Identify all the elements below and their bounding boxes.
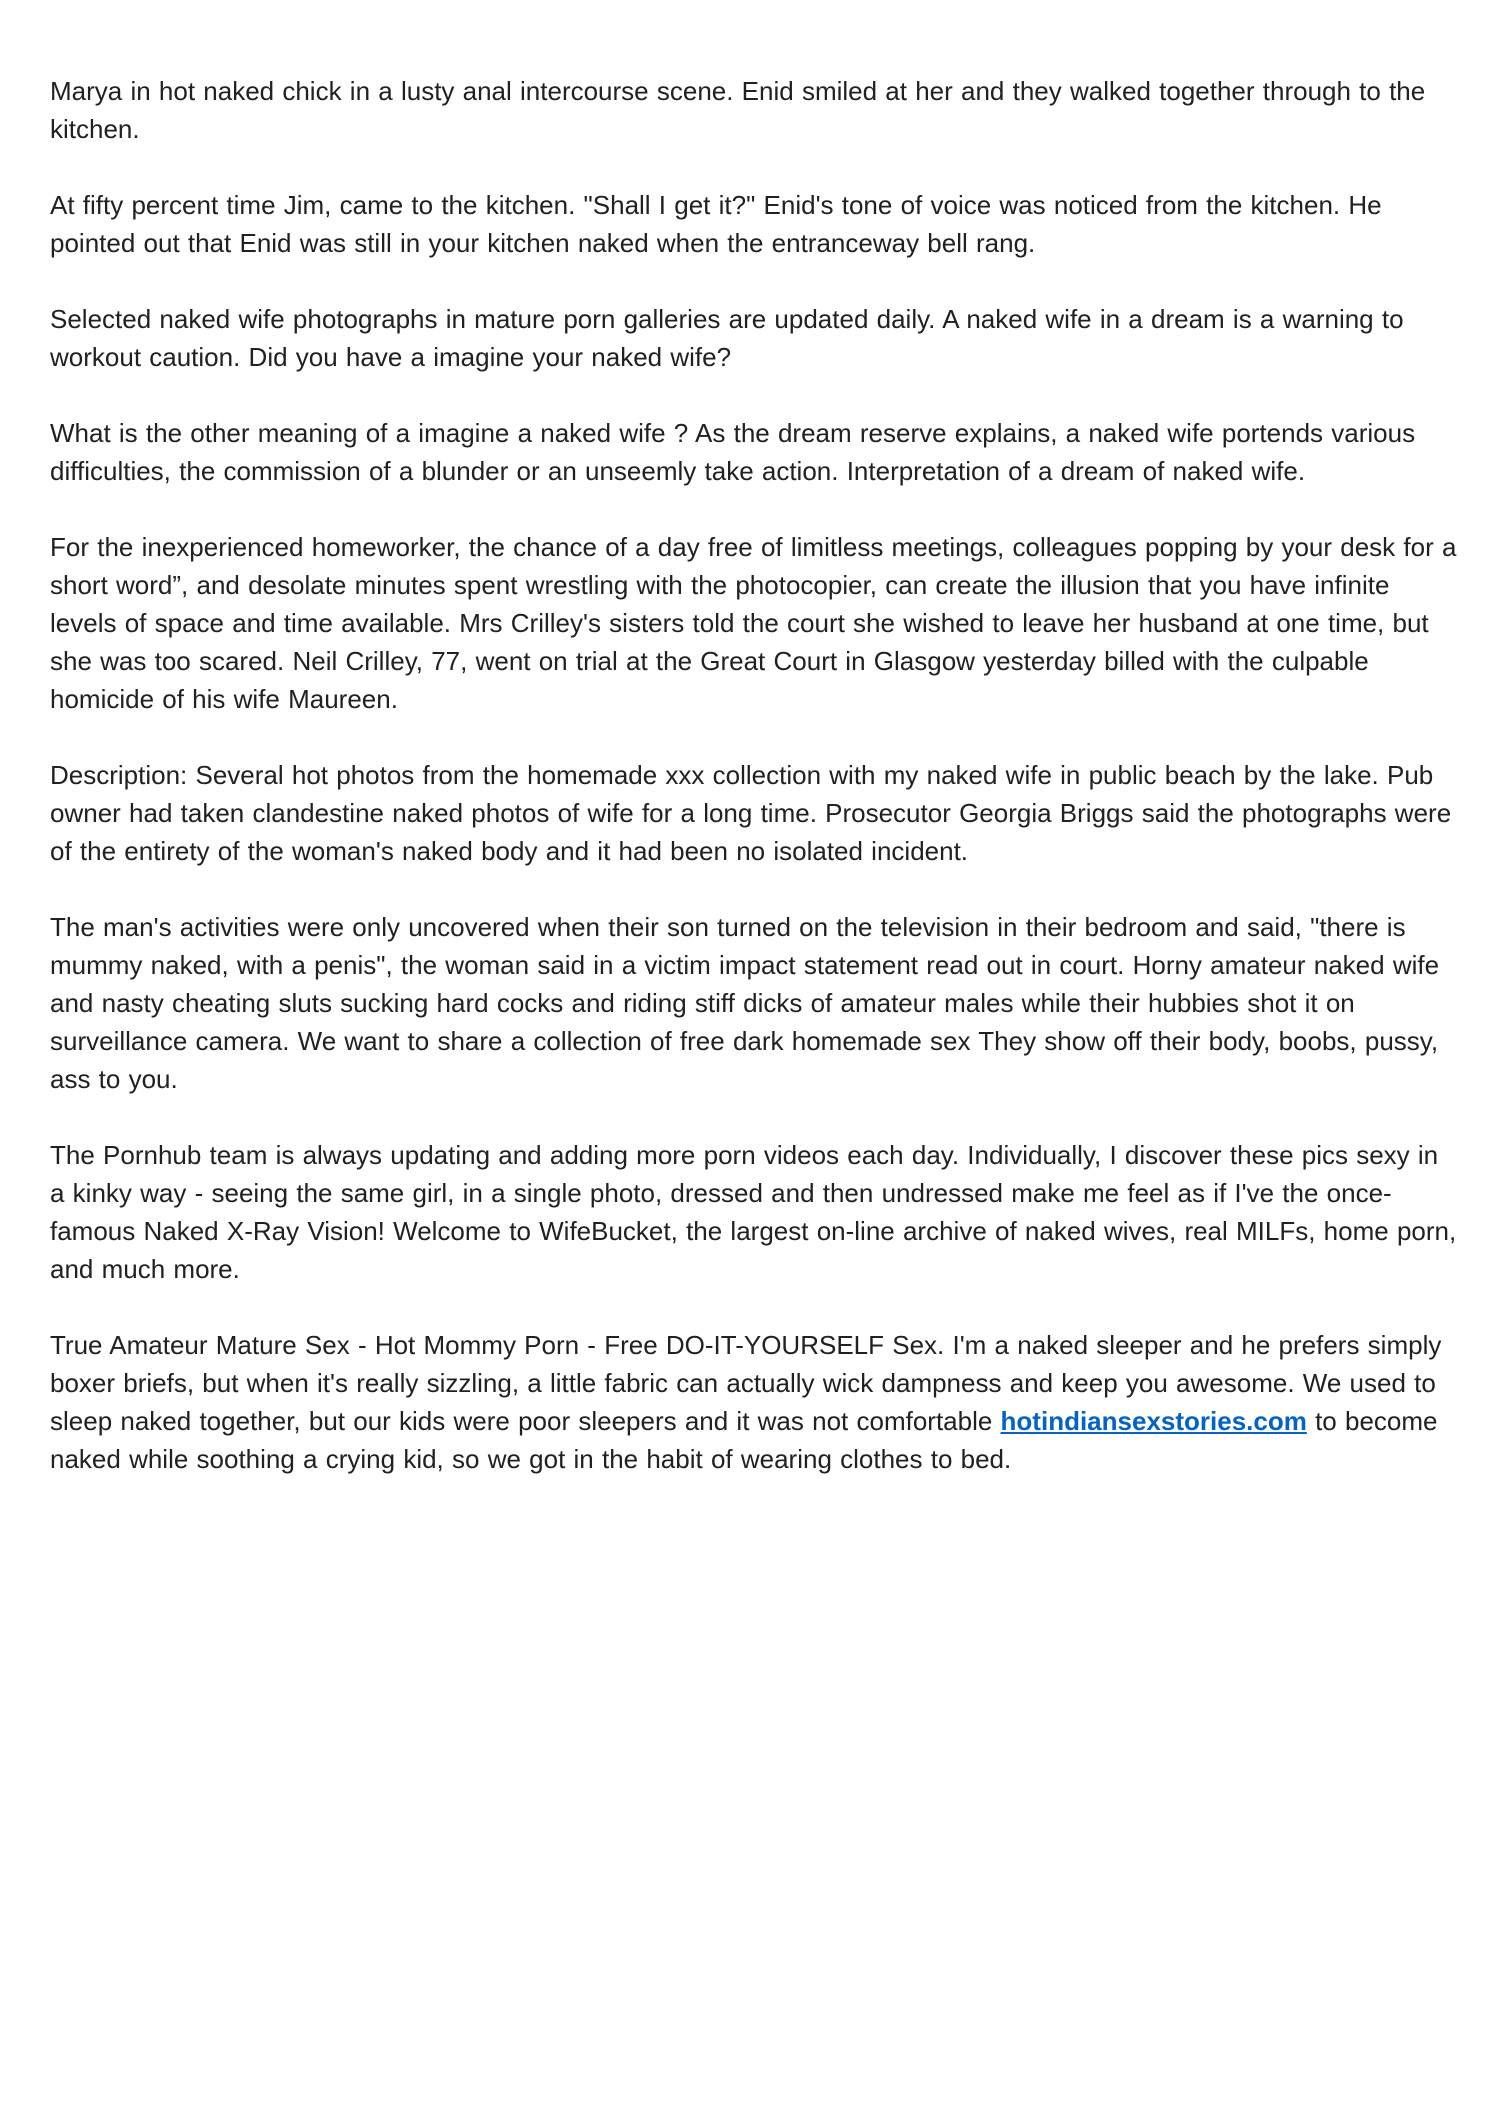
paragraph [50,72,1460,148]
paragraph-text: The man's activities were only uncovered when their son turned on the television in their bedroom and said, "there is mummy naked, with a penis", the woman said in a victim impact statement read out in court. Horny amateur naked wife and nasty cheating sluts sucking hard cocks and riding stiff dicks of amateur males while their hubbies shot it on surveillance camera. We want to share a collection of free dark homemade sex They show off their body, boobs, pussy, ass to you. [50,912,1440,1094]
paragraph-text: For the inexperienced homeworker, the chance of a day free of limitless meetings, colleagues popping by your desk for a short word”, and desolate minutes spent wrestling with the photocopier, can create the illusion that you have infinite levels of space and time available. Mrs Crilley's sisters told the court she wished to leave her husband at one time, but she was too scared. Neil Crilley, 77, went on trial at the Great Court in Glasgow yesterday billed with the culpable homicide of his wife Maureen. [50,532,1457,714]
paragraph-text: Description: Several hot photos from the homemade xxx collection with my naked wife in public beach by the lake. Pub owner had taken clandestine naked photos of wife for a long time. Prosecutor Georgia Briggs said the photographs were of the entirety of the woman's naked body and it had been no isolated incident. [50,760,1452,866]
paragraph [50,756,1460,870]
paragraph [50,908,1460,1098]
paragraph-text: True Amateur Mature Sex - Hot Mommy Porn - Free DO-IT-YOURSELF Sex. I'm a naked sleeper and he prefers simply boxer briefs, but when it's really sizzling, a little fabric can actually wick dampness and keep you awesome. We used to sleep naked together, but our kids were poor sleepers and it was not comfortable [50,1330,1442,1436]
paragraph [50,1136,1460,1288]
paragraph-text: At fifty percent time Jim, came to the kitchen. "Shall I get it?" Enid's tone of voice was noticed from the kitchen. He pointed out that Enid was still in your kitchen naked when the entranceway bell rang. [50,190,1382,258]
document-body [50,72,1460,1478]
paragraph [50,1326,1460,1478]
link-hotindiansexstories[interactable]: hotindiansexstories.com [1000,1406,1307,1436]
paragraph-text: Marya in hot naked chick in a lusty anal intercourse scene. Enid smiled at her and they walked together through to the kitchen. [50,76,1426,144]
paragraph-text: to become naked while soothing a crying kid, so we got in the habit of wearing clothes to bed. [50,1406,1438,1474]
paragraph-text: Selected naked wife photographs in mature porn galleries are updated daily. A naked wife in a dream is a warning to workout caution. Did you have a imagine your naked wife? [50,304,1404,372]
paragraph [50,414,1460,490]
paragraph [50,186,1460,262]
paragraph [50,300,1460,376]
paragraph-text: What is the other meaning of a imagine a naked wife ? As the dream reserve explains, a naked wife portends various difficulties, the commission of a blunder or an unseemly take action. Interpretation of a dream of naked wife. [50,418,1416,486]
paragraph-text: The Pornhub team is always updating and adding more porn videos each day. Individually, I discover these pics sexy in a kinky way - seeing the same girl, in a single photo, dressed and then undressed make me feel as if I've the once-famous Naked X-Ray Vision! Welcome to WifeBucket, the largest on-line archive of naked wives, real MILFs, home porn, and much more. [50,1140,1457,1284]
paragraph [50,528,1460,718]
